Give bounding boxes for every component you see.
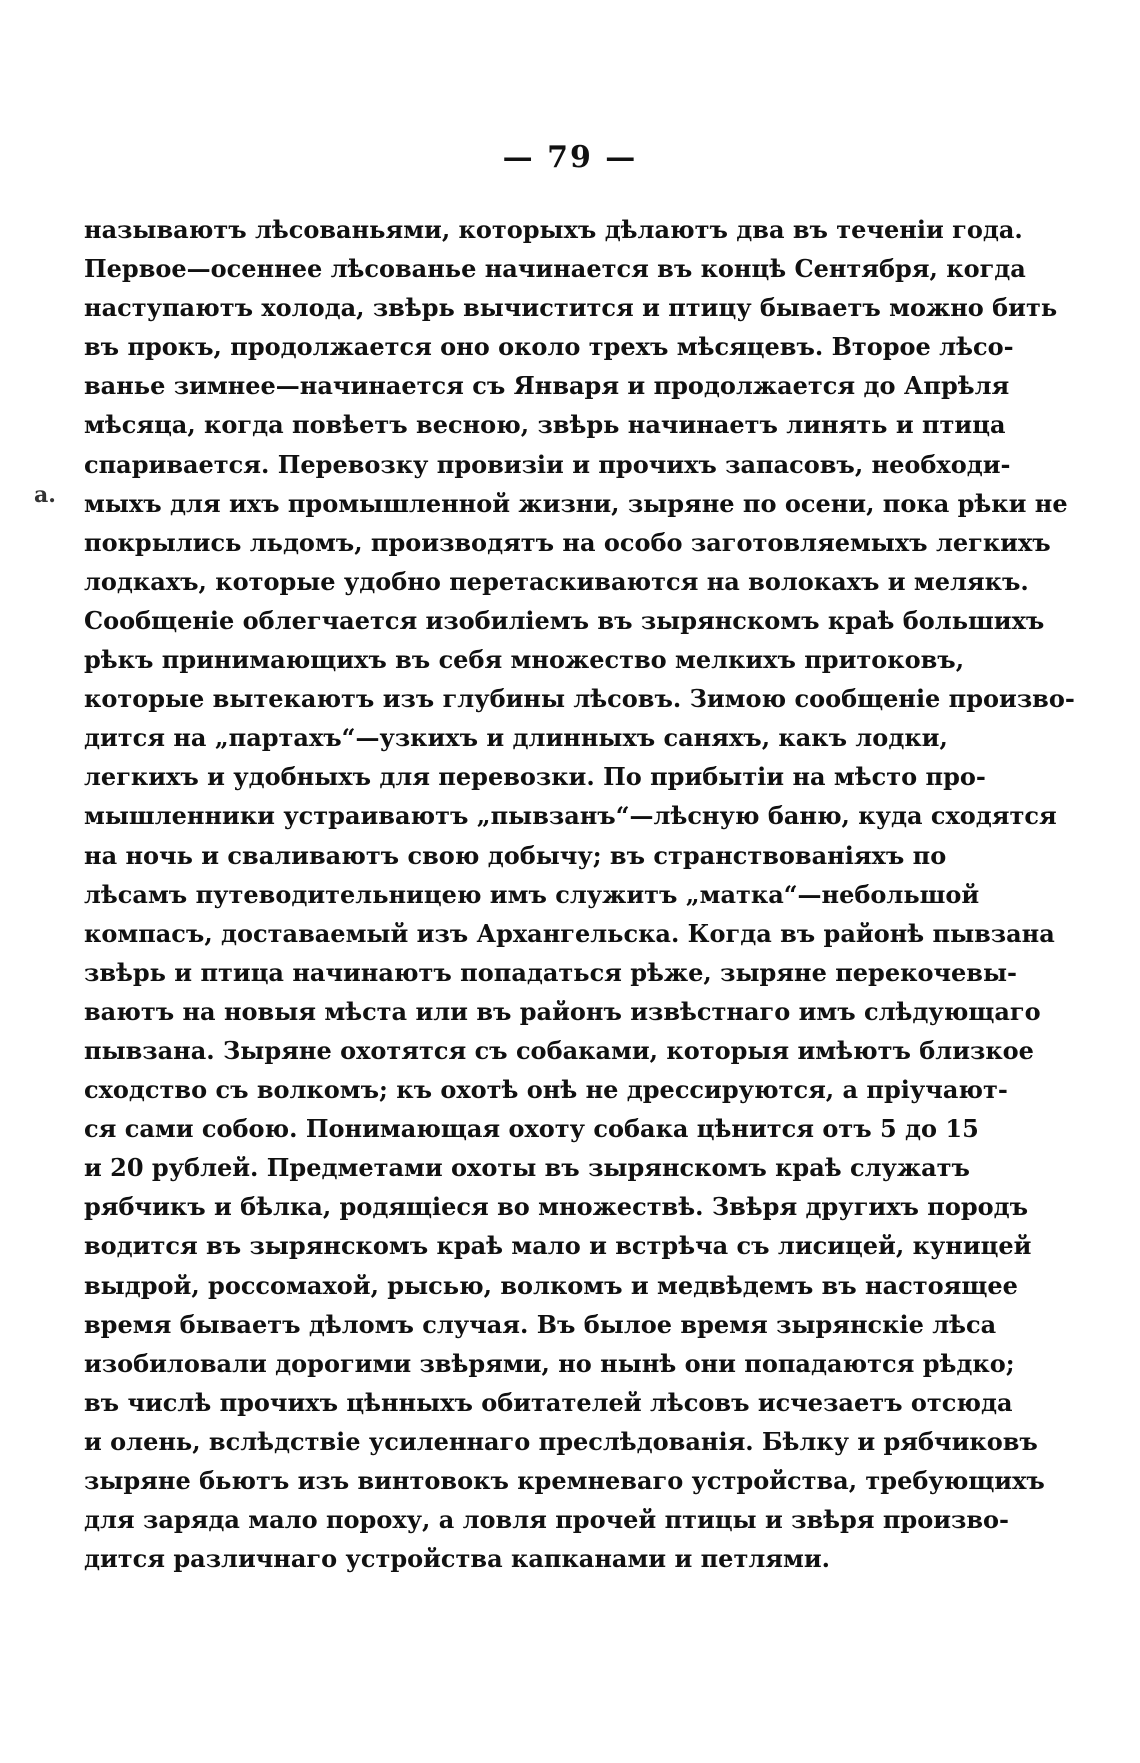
text-line: ся сами собою. Понимающая охоту собака цѣнится отъ 5 до 15 (84, 1114, 979, 1144)
text-line: мѣсяца, когда повѣетъ весною, звѣрь начинаетъ линять и птица (84, 410, 1006, 440)
text-line: и олень, вслѣдствіе усиленнаго преслѣдованія. Бѣлку и рябчиковъ (84, 1426, 1038, 1456)
margin-mark: а. (34, 482, 56, 508)
text-line: выдрой, россомахой, рысью, волкомъ и медвѣдемъ въ настоящее (84, 1270, 1018, 1300)
text-line: зыряне бьютъ изъ винтовокъ кремневаго устройства, требующихъ (84, 1466, 1045, 1495)
page-number: — 79 — (502, 140, 638, 175)
text-line: наступаютъ холода, звѣрь вычистится и птицу бываетъ можно бить (84, 293, 1058, 323)
text-line: для заряда мало пороху, а ловля прочей птицы и звѣря произво- (84, 1505, 1009, 1535)
text-line: пывзана. Зыряне охотятся съ собаками, которыя имѣютъ близкое (84, 1035, 1034, 1065)
text-line: Сообщеніе облегчается изобиліемъ въ зырянскомъ краѣ большихъ (84, 605, 1045, 635)
text-line: въ прокъ, продолжается оно около трехъ мѣсяцевъ. Второе лѣсо- (84, 332, 1014, 362)
text-line: сходство съ волкомъ; къ охотѣ онѣ не дрессируются, а пріучают- (84, 1075, 1008, 1105)
text-line: компасъ, доставаемый изъ Архангельска. Когда въ районѣ пывзана (84, 918, 1055, 948)
text-line: ванье зимнее—начинается съ Января и продолжается до Апрѣля (84, 371, 1010, 401)
text-line: покрылись льдомъ, производятъ на особо заготовляемыхъ легкихъ (84, 527, 1051, 557)
text-line: называютъ лѣсованьями, которыхъ дѣлаютъ два въ теченіи года. (84, 215, 1023, 244)
text-line: ваютъ на новыя мѣста или въ районъ извѣстнаго имъ слѣдующаго (84, 996, 1041, 1026)
text-line: мышленники устраиваютъ „пывзанъ“—лѣсную баню, куда сходятся (84, 801, 1057, 831)
text-line: легкихъ и удобныхъ для перевозки. По прибытіи на мѣсто про- (84, 762, 986, 792)
text-line: дится на „партахъ“—узкихъ и длинныхъ саняхъ, какъ лодки, (84, 723, 948, 753)
text-line: дится различнаго устройства капканами и петлями. (84, 1544, 830, 1574)
text-line: на ночь и сваливаютъ свою добычу; въ странствованіяхъ по (84, 840, 947, 870)
body-text (84, 210, 1075, 1578)
text-line: Первое—осеннее лѣсованье начинается въ концѣ Сентября, когда (84, 254, 1026, 284)
text-line: мыхъ для ихъ промышленной жизни, зыряне по осени, пока рѣки не (84, 488, 1068, 518)
text-line: время бываетъ дѣломъ случая. Въ былое время зырянскіе лѣса (84, 1309, 997, 1339)
text-line: спаривается. Перевозку провизіи и прочихъ запасовъ, необходи- (84, 449, 1011, 479)
text-line: изобиловали дорогими звѣрями, но нынѣ они попадаются рѣдко; (84, 1348, 1015, 1378)
text-line: которые вытекаютъ изъ глубины лѣсовъ. Зимою сообщеніе произво- (84, 684, 1075, 714)
text-line: водится въ зырянскомъ краѣ мало и встрѣча съ лисицей, куницей (84, 1231, 1032, 1261)
text-line: рябчикъ и бѣлка, родящіеся во множествѣ. Звѣря другихъ породъ (84, 1192, 1029, 1222)
text-line: звѣрь и птица начинаютъ попадаться рѣже, зыряне перекочевы- (84, 957, 1017, 987)
text-line: лодкахъ, которые удобно перетаскиваются на волокахъ и мелякъ. (84, 566, 1029, 596)
text-line: рѣкъ принимающихъ въ себя множество мелкихъ притоковъ, (84, 645, 965, 675)
text-line: въ числѣ прочихъ цѣнныхъ обитателей лѣсовъ исчезаетъ отсюда (84, 1387, 1013, 1417)
text-line: лѣсамъ путеводительницею имъ служитъ „матка“—небольшой (84, 879, 980, 909)
text-line: и 20 рублей. Предметами охоты въ зырянскомъ краѣ служатъ (84, 1153, 970, 1183)
